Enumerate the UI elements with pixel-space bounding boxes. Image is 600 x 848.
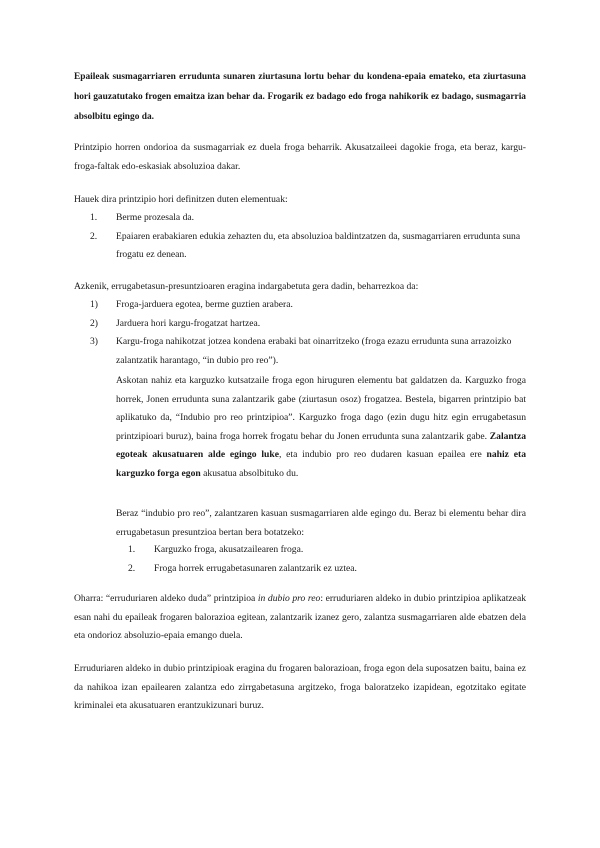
paragraph-closing: Erruduriaren aldeko in dubio printzipioak eragina du frogaren balorazioan, froga egon dela suposatzen baitu, baina ez da nahikoa izan epailearen zalantza edo zirrgabetasuna argitzeko, froga baloratzeko izapidean, egotzitako egitate kriminalei eta akusatuaren erantzukizunari buruz.: [74, 663, 526, 712]
list-number: 3): [90, 336, 98, 348]
paragraph-elements-heading: Hauek dira printzipio hori definitzen duten elementuak:: [74, 194, 288, 205]
indubio-bold-doubt: Zalantza egoteak akusatuaren alde egingo luke: [116, 430, 526, 461]
paragraph-note: [74, 590, 526, 646]
list-text: Froga-jarduera egotea, berme guztien arabera.: [116, 299, 293, 310]
paragraph-requirements-heading: Azkenik, errugabetasun-presuntzioaren eragina indargabetuta gera dadin, beharrezkoa da:: [74, 281, 419, 292]
list-text: Karguzko froga, akusatzailearen froga.: [154, 544, 304, 555]
list-item: [90, 333, 526, 370]
list-number: 1.: [128, 544, 136, 555]
note-italic-term: in dubio pro reo: [257, 593, 321, 604]
list-number: 1.: [90, 212, 98, 223]
list-item: [128, 560, 526, 579]
list-number: 2): [90, 317, 98, 329]
list-item: [90, 209, 526, 228]
paragraph-consequence: Printzipio horren ondorioa da susmagarriak ez duela froga beharrik. Akusatzaileei dagokie froga, eta beraz, kargu-froga-faltak edo-eskasiak absoluzioa dakar.: [74, 142, 526, 172]
list-text: Kargu-froga nahikotzat jotzea kondena erabaki bat oinarritzeko (froga ezazu errudunta suna arrazoizko zalantzatik harantago, “in dubio pro reo”).: [116, 336, 512, 366]
intro-conclusion: Frogarik ez badago edo froga nahikorik ez badago, susmagarria absolbitu egingo da.: [74, 92, 526, 122]
indubio-text-3: akusatua absolbituko du.: [200, 467, 299, 479]
list-item: [90, 315, 526, 334]
paragraph-indubio-explanation: [116, 372, 526, 484]
list-text: Berme prozesala da.: [116, 212, 195, 223]
list-item: [90, 296, 526, 315]
list-item: [90, 228, 526, 265]
paragraph-summary: Beraz “indubio pro reo”, zalantzaren kasuan susmagarriaren alde egingo du. Beraz bi elementu behar dira errugabetasun presuntzioa bertan bera botatzeko:: [116, 508, 526, 538]
list-text: Jarduera hori kargu-frogatzat hartzea.: [116, 317, 261, 329]
list-item: [128, 541, 526, 560]
note-text-1: Oharra: “erruduriaren aldeko duda” printzipioa: [74, 593, 258, 604]
list-text: Froga horrek errugabetasunaren zalantzarik ez uztea.: [154, 562, 357, 574]
elements-list: [90, 209, 526, 265]
requirements-list: [90, 296, 526, 370]
list-number: 2.: [90, 230, 98, 242]
summary-list: [128, 541, 526, 578]
indubio-text-2: , eta indubio pro reo dudaren kasuan epailea ere: [278, 449, 487, 461]
indubio-bold-evidence: nahiz eta karguzko forga egon: [116, 449, 526, 479]
list-number: 1): [90, 299, 98, 310]
list-text: Epaiaren erabakiaren edukia zehazten du, eta absoluzioa baldintzatzen da, susmagarriaren errudunta suna frogatu ez denean.: [116, 230, 521, 261]
intro-paragraph: [74, 67, 526, 127]
note-text-2: : erruduriaren aldeko in dubio printzipioa aplikatzeak esan nahi du epaileak frogaren balorazioa egitean, zalantzarik izanez gero, zalantza susmagarriaren alde ebatzen dela eta ondorioz absoluzio-epaia emango duela.: [74, 593, 526, 642]
indubio-text-1: Askotan nahiz eta karguzko kutsatzaile froga egon hiruguren elementu bat galdatzen da. Karguzko froga horrek, Jonen errudunta suna zalantzarik gabe (ziurtasun osoz) frogatzea. Bestela, bigarren printzipio bat aplikatuko da, “Indubio pro reo printzipioa”. Karguzko froga dago (ezin dugu hitz egin errugabetasun printzipioari buruz), baina froga horrek frogatu behar du Jonen errudunta suna zalantzarik gabe.: [116, 375, 526, 442]
list-number: 2.: [128, 562, 136, 574]
intro-text: Epaileak susmagarriaren errudunta sunaren ziurtasuna lortu behar du kondena-epaia emateko, eta ziurtasuna hori gauzatutako frogen emaitza izan behar da.: [74, 72, 526, 102]
